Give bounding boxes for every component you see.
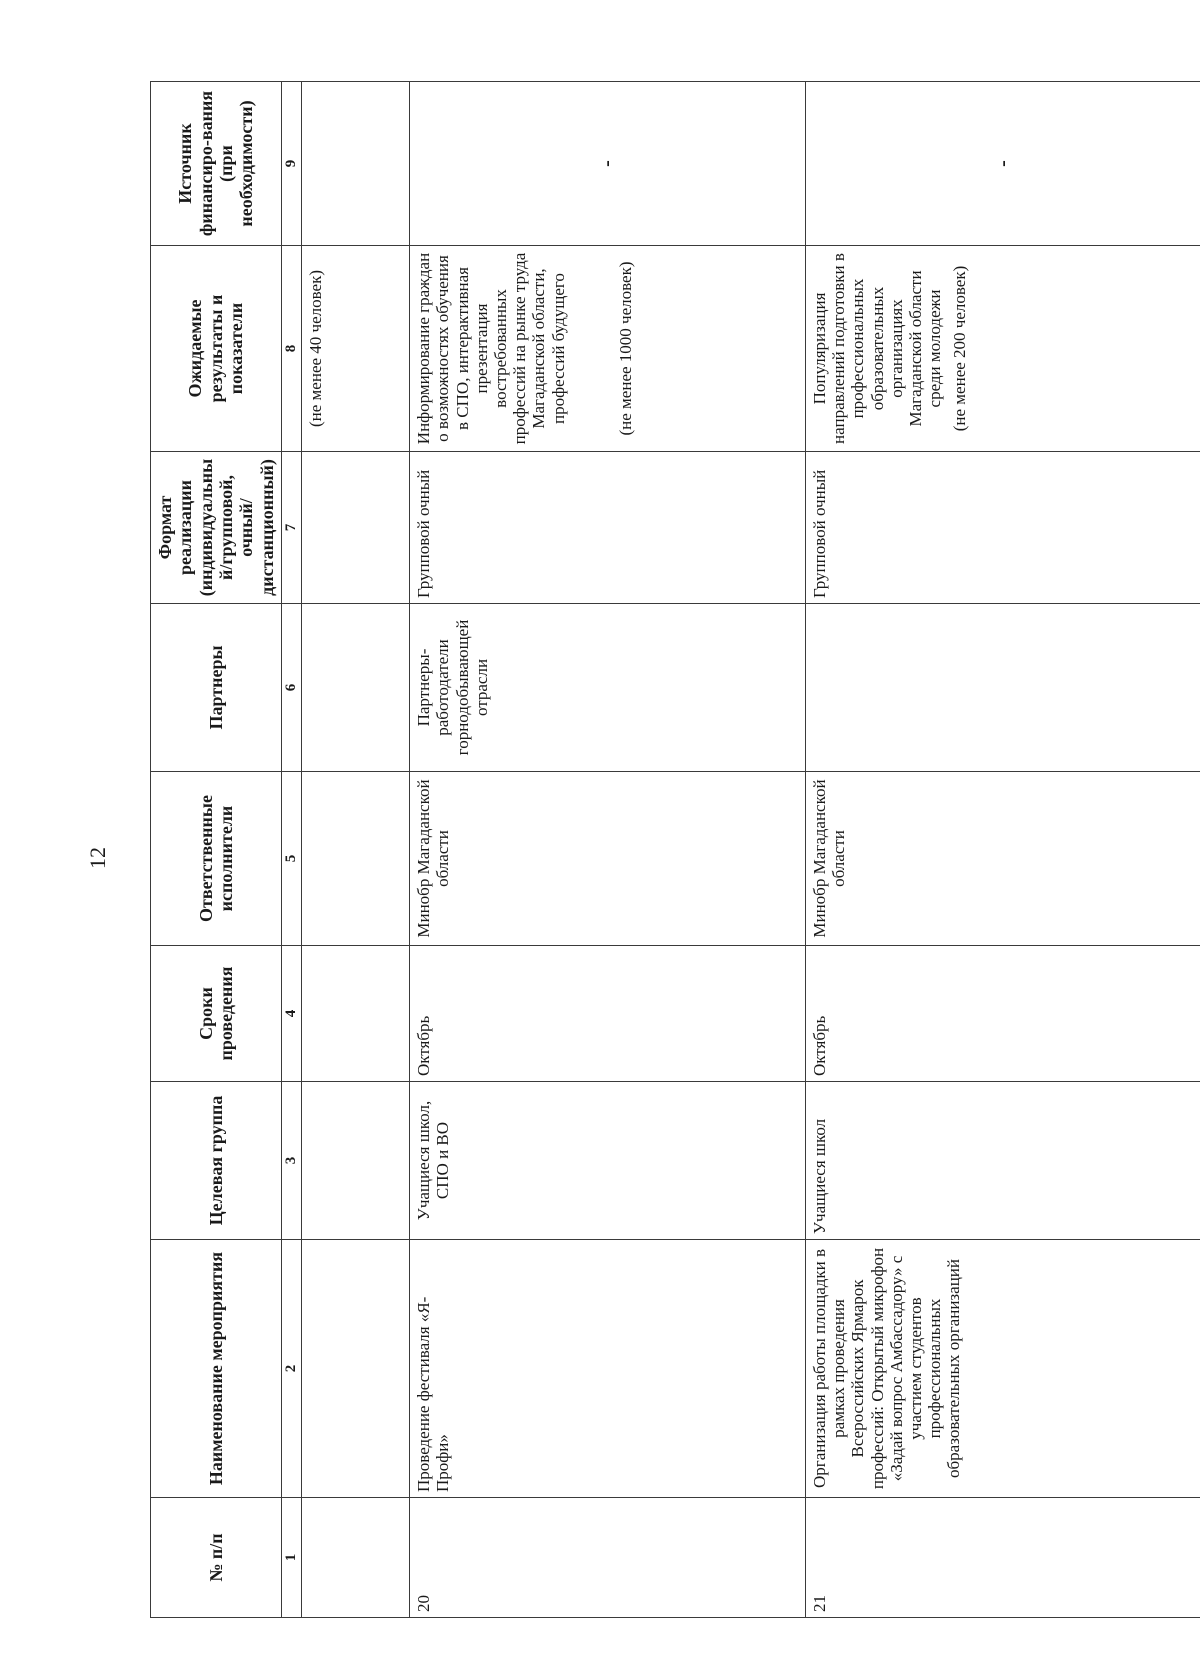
column-number: 2 [281,1240,301,1498]
header-funding: Источник финансиро-вания (при необходимости) [151,82,282,246]
row-partners: Партнеры-работодатели горнодобывающей отрасли [410,604,806,772]
row-results [806,246,1200,452]
header-name: Наименование мероприятия [151,1240,282,1498]
header-num: № п/п [151,1498,282,1618]
results-cell [301,246,409,452]
column-number-row [281,82,301,1618]
column-number: 6 [281,604,301,772]
table-cell [301,82,409,246]
column-number: 4 [281,946,301,1082]
events-table [150,81,1200,1618]
row-num: 20 [410,1498,806,1618]
table-cell [301,452,409,604]
table-cell [301,772,409,946]
table-cell [301,1240,409,1498]
row-dates: Октябрь [806,946,1200,1082]
column-number: 9 [281,82,301,246]
column-number: 7 [281,452,301,604]
continuation-row [301,82,409,1618]
table-cell [301,604,409,772]
row-name: Проведение фестиваля «Я-Профи» [410,1240,806,1498]
results-text: Популяризация направлений подготовки в профессиональных образовательных организациях Магаданской области среди молодежи [810,253,945,444]
row-target: Учащиеся школ, СПО и ВО [410,1082,806,1240]
column-number: 5 [281,772,301,946]
row-partners [806,604,1200,772]
rotated-table-container [150,82,1200,1618]
table-cell [301,946,409,1082]
header-results: Ожидаемые результаты и показатели [151,246,282,452]
header-format: Формат реализации (индивидуальный/групповой, очный/дистанционный) [151,452,282,604]
results-text: Информирование граждан о возможностях обучения в СПО, интерактивная презентация востребованных профессий на рынке труда Магаданской области, профессий будущего [414,252,568,445]
row-responsible: Минобр Магаданской области [806,772,1200,946]
header-row [151,82,282,1618]
row-responsible: Минобр Магаданской области [410,772,806,946]
row-format: Групповой очный [410,452,806,604]
column-number: 8 [281,246,301,452]
page-number: 12 [85,847,110,869]
results-count: (не менее 200 человек) [950,265,970,432]
row-dates: Октябрь [410,946,806,1082]
header-dates: Сроки проведения [151,946,282,1082]
row-funding: - [410,82,806,246]
row-format: Групповой очный [806,452,1200,604]
table-cell [301,1082,409,1240]
row-name: Организация работы площадки в рамках проведения Всероссийских Ярмарок профессий: Открытый микрофон «Задай вопрос Амбассадору» с участием студентов профессиональных образовательных организаций [806,1240,1200,1498]
table-row [410,82,806,1618]
row-funding: - [806,82,1200,246]
table-row [806,82,1200,1618]
results-count: (не менее 1000 человек) [615,261,635,436]
row-target: Учащиеся школ [806,1082,1200,1240]
row-num: 21 [806,1498,1200,1618]
results-count: (не менее 40 человек) [305,269,325,428]
column-number: 3 [281,1082,301,1240]
header-responsible: Ответственные исполнители [151,772,282,946]
column-number: 1 [281,1498,301,1618]
row-results [410,246,806,452]
header-partners: Партнеры [151,604,282,772]
table-cell [301,1498,409,1618]
header-target: Целевая группа [151,1082,282,1240]
